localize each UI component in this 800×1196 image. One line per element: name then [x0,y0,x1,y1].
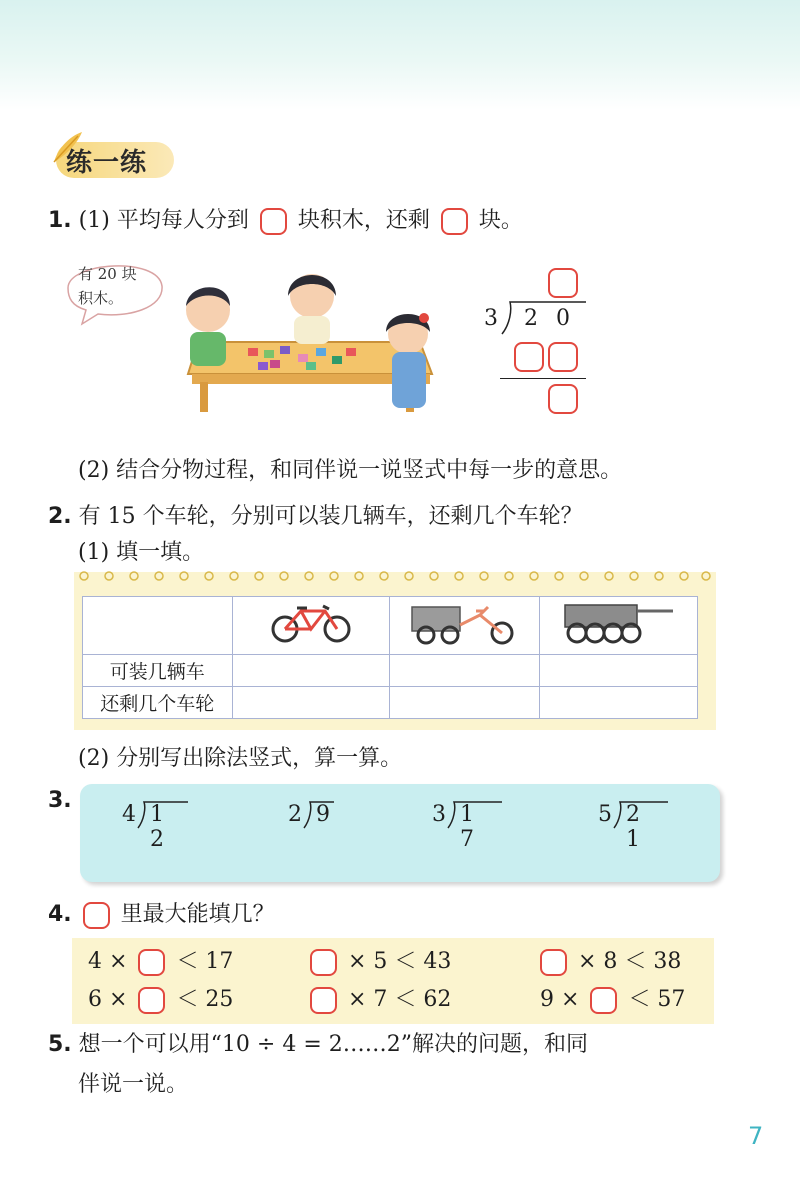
ineq-6-box[interactable] [590,987,617,1014]
q5-number: 5. [48,1032,72,1057]
ineq-5-post: × 7 ＜ 62 [348,987,452,1012]
division-problem-2 [288,802,330,827]
q1-part1-prefix: (1) 平均每人分到 [78,208,249,233]
q1-line [48,206,523,236]
quotient-box[interactable] [548,268,578,298]
division-bracket-icon [612,800,670,830]
example-answer-box [83,902,110,929]
cell-bicycle-count[interactable] [232,655,390,687]
dividend-2: 9 [316,802,330,827]
division-problem-1 [122,802,164,852]
ineq-1-post: ＜ 17 [176,949,234,974]
answer-box-per-person[interactable] [260,208,287,235]
dividend-1: 1 2 [150,802,164,852]
table-corner-cell [83,597,233,655]
q4-number: 4. [48,902,72,927]
cell-tricycle-remainder[interactable] [390,687,540,719]
division-problem-3 [432,802,474,852]
girl-right-figure-icon [386,313,430,408]
ineq-3-post: × 8 ＜ 38 [578,949,682,974]
wheels-table [82,596,698,719]
page-number: 7 [748,1122,764,1150]
ineq-1-box[interactable] [138,949,165,976]
ineq-6-post: ＜ 57 [628,987,686,1012]
q5-line-2: 伴说一说。 [78,1072,189,1097]
children-sharing-blocks-illustration [170,262,450,412]
row-label-wheels-left: 还剩几个车轮 [83,687,233,719]
q5-text-1: 想一个可以用“10 ÷ 4 = 2……2”解决的问题，和同 [78,1032,588,1057]
q2-part2: (2) 分别写出除法竖式，算一算。 [78,746,403,771]
product-box-ones[interactable] [548,342,578,372]
divisor-1: 4 [122,802,136,827]
q5-line-1 [48,1030,588,1060]
division-problem-4 [598,802,640,852]
product-box-tens[interactable] [514,342,544,372]
dividend-digit-1: 2 [524,306,538,331]
ineq-4-box[interactable] [138,987,165,1014]
divisor-4: 5 [598,802,612,827]
inequality-3 [536,944,681,976]
q1-part1-suffix: 块。 [478,208,523,233]
division-divisor: 3 [484,306,498,331]
tricycle-header-cell [390,597,540,655]
bicycle-header-cell [232,597,390,655]
q3-calc-panel [80,784,720,882]
cell-tricycle-count[interactable] [390,655,540,687]
cell-bicycle-remainder[interactable] [232,687,390,719]
section-title-badge [48,128,176,180]
tricycle-icon [410,601,520,645]
cell-cart-remainder[interactable] [540,687,698,719]
answer-box-remainder[interactable] [441,208,468,235]
q2-number: 2. [48,504,72,529]
dividend-4: 2 1 [626,802,640,852]
ineq-3-box[interactable] [540,949,567,976]
row-label-cars: 可装几辆车 [83,655,233,687]
division-bracket-icon [446,800,504,830]
four-wheel-cart-icon [559,601,679,645]
inequality-6 [540,982,685,1014]
girl-center-figure-icon [288,274,336,344]
notebook-rings-icon [74,568,716,584]
speech-bubble [58,252,168,322]
ineq-6-pre: 9 × [540,987,580,1012]
ineq-1-pre: 4 × [88,949,128,974]
remainder-box[interactable] [548,384,578,414]
speech-line-1: 有 20 块 [78,265,137,283]
boy-figure-icon [186,287,230,366]
cell-cart-count[interactable] [540,655,698,687]
ineq-5-box[interactable] [310,987,337,1014]
divisor-3: 3 [432,802,446,827]
bicycle-icon [269,603,353,643]
ineq-4-post: ＜ 25 [176,987,234,1012]
q1-number: 1. [48,208,72,233]
q2-part1: (1) 填一填。 [78,540,205,565]
q4-line [48,900,275,930]
inequality-5 [306,982,451,1014]
q2-line [48,502,583,532]
q1-part2: (2) 结合分物过程，和同伴说一说竖式中每一步的意思。 [78,458,623,483]
dividend-digit-2: 0 [556,306,570,331]
inequality-4 [88,982,233,1014]
speech-line-2: 积木。 [78,289,124,307]
dividend-3: 1 7 [460,802,474,852]
q1-part1-mid: 块积木，还剩 [297,208,430,233]
section-title: 练一练 [66,148,148,178]
subtraction-line [500,378,586,379]
divisor-2: 2 [288,802,302,827]
ineq-2-box[interactable] [310,949,337,976]
q3-number: 3. [48,788,72,813]
q2-text: 有 15 个车轮，分别可以装几辆车，还剩几个车轮？ [78,504,583,529]
q4-text: 里最大能填几？ [120,902,275,927]
cart-header-cell [540,597,698,655]
inequality-2 [306,944,451,976]
ineq-2-post: × 5 ＜ 43 [348,949,452,974]
inequality-1 [88,944,233,976]
ineq-4-pre: 6 × [88,987,128,1012]
division-bracket-icon [500,300,588,336]
top-decorative-band [0,0,800,110]
